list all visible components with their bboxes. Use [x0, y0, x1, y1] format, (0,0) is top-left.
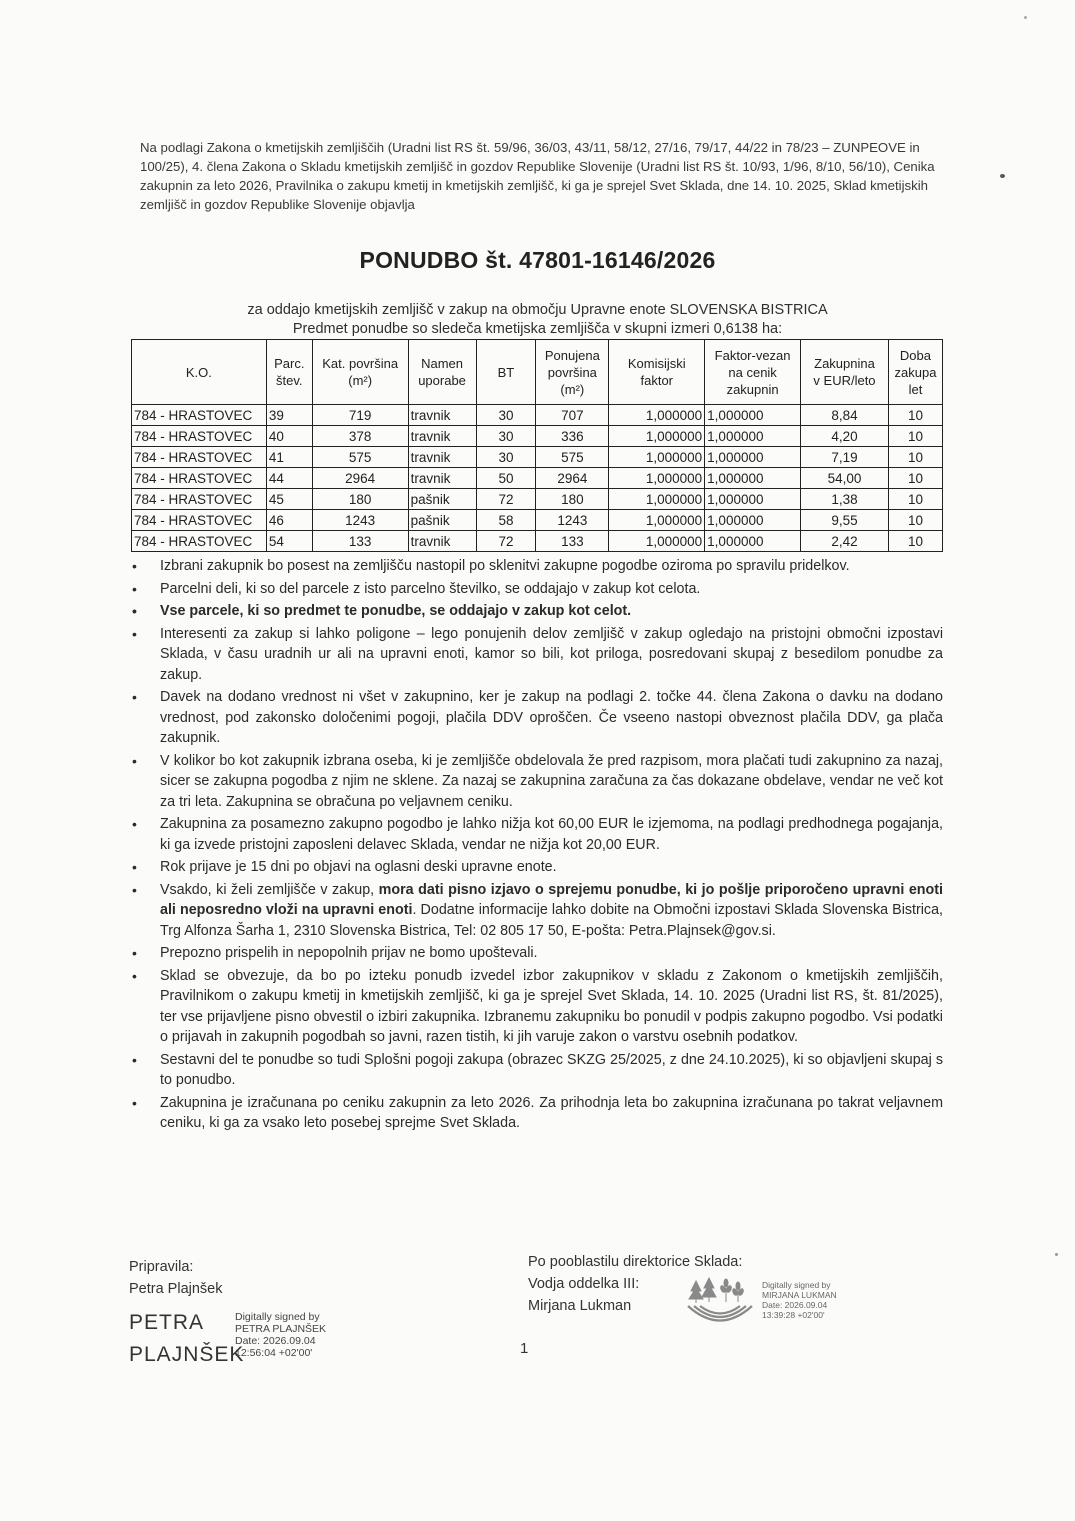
cell-bt: 50	[476, 468, 536, 489]
cell-komisijski: 1,000000	[609, 426, 705, 447]
signature-left-big-first: PETRA	[129, 1311, 205, 1334]
table-row	[132, 531, 943, 552]
cell-bt: 30	[476, 447, 536, 468]
cell-doba: 10	[888, 426, 942, 447]
signature-right-name: Mirjana Lukman	[528, 1298, 632, 1314]
cell-doba: 10	[888, 405, 942, 426]
subtitle-total: Predmet ponudbe so sledeča kmetijska zemljišča v skupni izmeri 0,6138 ha:	[292, 321, 783, 337]
cell-bt: 30	[476, 426, 536, 447]
cell-komisijski: 1,000000	[609, 510, 705, 531]
cell-ko: 784 - HRASTOVEC	[132, 405, 267, 426]
list-item: • Vse parcele, ki so predmet te ponudbe, se oddajajo v zakup kot celot.	[128, 601, 943, 622]
cell-parc: 39	[266, 405, 312, 426]
list-item: • Rok prijave je 15 dni po objavi na oglasni deski upravne enote.	[128, 857, 943, 878]
table-row	[132, 468, 943, 489]
intro-paragraph: Na podlagi Zakona o kmetijskih zemljiščih (Uradni list RS št. 59/96, 36/03, 43/11, 58/12, 27/16, 79/17, 44/22 in 78/23 – ZUNPEOVE in 100/25), 4. člena Zakona o Skladu kmetijskih zemljišč in gozdov Republike Slovenije (Uradni list RS št. 10/93, 1/96, 8/10, 56/10), Cenika zakupnin za leto 2026, Pravilnika o zakupu kmetij in kmetijskih zemljišč, ki ga je sprejel Svet Sklada, dne 14. 10. 2025, Sklad kmetijskih zemljišč in gozdov Republike Slovenije objavlja	[140, 140, 935, 212]
cell-parc: 41	[266, 447, 312, 468]
cell-doba: 10	[888, 447, 942, 468]
cell-kat: 719	[312, 405, 408, 426]
cell-kat: 575	[312, 447, 408, 468]
page-number: 1	[520, 1340, 529, 1357]
cell-doba: 10	[888, 489, 942, 510]
header-doba: Doba zakupa let	[888, 340, 942, 405]
digital-signature-right: Digitally signed by MIRJANA LUKMAN Date: 2026.09.04 13:39:28 +02'00'	[762, 1280, 837, 1320]
cell-zakupnina: 54,00	[801, 468, 889, 489]
cell-zakupnina: 7,19	[801, 447, 889, 468]
cell-namen: pašnik	[408, 510, 476, 531]
table-row	[132, 426, 943, 447]
cell-faktor: 1,000000	[705, 468, 801, 489]
list-item: • Zakupnina za posamezno zakupno pogodbo je lahko nižja kot 60,00 EUR le izjemoma, na podlagi predhodnega pogajanja, ki ga izvede pristojni zaposleni delavec Sklada, vendar ne nižja kot 20,00 EUR.	[128, 814, 943, 855]
cell-namen: travnik	[408, 405, 476, 426]
cell-kat: 133	[312, 531, 408, 552]
cell-komisijski: 1,000000	[609, 447, 705, 468]
list-item: • Davek na dodano vrednost ni všet v zakupnino, ker je zakup na podlagi 2. točke 44. člena Zakona o davku na dodano vrednost, pod zakonsko določenimi pogoji, plačila DDV oproščen. Če vseeno nastopi obveznost plačila DDV, ga plača zakupnik.	[128, 687, 943, 749]
cell-ponujena: 133	[536, 531, 609, 552]
table-row	[132, 447, 943, 468]
cell-faktor: 1,000000	[705, 447, 801, 468]
cell-kat: 2964	[312, 468, 408, 489]
conditions-list	[128, 556, 943, 1136]
cell-ponujena: 707	[536, 405, 609, 426]
list-item: • Prepozno prispelih in nepopolnih prijav ne bomo upoštevali.	[128, 943, 943, 964]
signature-left-label: Pripravila:	[129, 1259, 194, 1275]
digital-signature-left: Digitally signed by PETRA PLAJNŠEK Date: 2026.09.04 12:56:04 +02'00'	[235, 1311, 327, 1359]
list-item: • V kolikor bo kot zakupnik izbrana oseba, ki je zemljišče obdelovala že pred razpisom, mora plačati tudi zakupnino za nazaj, sicer se zakupna pogodba z njim ne sklene. Za nazaj se zakupnina zaračuna za čas dokazane obdelave, vendar ne več kot za tri leta. Zakupnina se obračuna po veljavnem ceniku.	[128, 751, 943, 813]
cell-bt: 72	[476, 531, 536, 552]
cell-parc: 45	[266, 489, 312, 510]
cell-komisijski: 1,000000	[609, 468, 705, 489]
cell-ko: 784 - HRASTOVEC	[132, 531, 267, 552]
list-item: • Sestavni del te ponudbe so tudi Splošni pogoji zakupa (obrazec SKZG 25/2025, z dne 24.10.2025), ki so objavljeni skupaj s to ponudbo.	[128, 1050, 943, 1091]
cell-komisijski: 1,000000	[609, 405, 705, 426]
cell-ponujena: 336	[536, 426, 609, 447]
cell-bt: 72	[476, 489, 536, 510]
cell-ko: 784 - HRASTOVEC	[132, 468, 267, 489]
table-row	[132, 489, 943, 510]
cell-bt: 58	[476, 510, 536, 531]
cell-namen: travnik	[408, 531, 476, 552]
list-item: • Izbrani zakupnik bo posest na zemljišču nastopil po sklenitvi zakupne pogodbe oziroma po spravilu pridelkov.	[128, 556, 943, 577]
cell-zakupnina: 2,42	[801, 531, 889, 552]
header-namen: Namen uporabe	[408, 340, 476, 405]
cell-namen: pašnik	[408, 489, 476, 510]
header-komisijski: Komisijski faktor	[609, 340, 705, 405]
cell-faktor: 1,000000	[705, 510, 801, 531]
cell-faktor: 1,000000	[705, 489, 801, 510]
table-row	[132, 405, 943, 426]
scan-speck	[1055, 1253, 1058, 1256]
list-item: • Zakupnina je izračunana po ceniku zakupnin za leto 2026. Za prihodnja leta bo zakupnina izračunana po takrat veljavnem ceniku, ki ga za vsako leto posebej sprejme Svet Sklada.	[128, 1093, 943, 1134]
cell-doba: 10	[888, 510, 942, 531]
signature-left-big-last: PLAJNŠEK	[129, 1343, 245, 1366]
cell-komisijski: 1,000000	[609, 531, 705, 552]
cell-ponujena: 1243	[536, 510, 609, 531]
cell-bt: 30	[476, 405, 536, 426]
list-item: • Vsakdo, ki želi zemljišče v zakup, mora dati pisno izjavo o sprejemu ponudbe, ki jo pošlje priporočeno upravni enoti ali neposredno vloži na upravni enoti. Dodatne informacije lahko dobite na Območni izpostavi Sklada Slovenska Bistrica, Trg Alfonza Šarha 1, 2310 Slovenska Bistrica, Tel: 02 805 17 50, E-pošta: Petra.Plajnsek@gov.si.	[128, 880, 943, 942]
signature-left-name: Petra Plajnšek	[129, 1281, 223, 1297]
cell-kat: 378	[312, 426, 408, 447]
cell-namen: travnik	[408, 426, 476, 447]
header-faktor: Faktor-vezan na cenik zakupnin	[705, 340, 801, 405]
cell-parc: 46	[266, 510, 312, 531]
signature-right-role: Vodja oddelka III:	[528, 1276, 640, 1292]
scan-speck	[1000, 174, 1005, 178]
skzg-logo-icon	[682, 1275, 758, 1335]
cell-zakupnina: 9,55	[801, 510, 889, 531]
header-parc: Parc. štev.	[266, 340, 312, 405]
cell-doba: 10	[888, 531, 942, 552]
list-item: • Parcelni deli, ki so del parcele z isto parcelno številko, se oddajajo v zakup kot celota.	[128, 579, 943, 600]
cell-ko: 784 - HRASTOVEC	[132, 426, 267, 447]
cell-namen: travnik	[408, 468, 476, 489]
header-ko: K.O.	[132, 340, 267, 405]
scan-speck	[1024, 16, 1027, 19]
header-kat: Kat. površina (m²)	[312, 340, 408, 405]
table-header-row	[132, 340, 943, 405]
header-zakupnina: Zakupnina v EUR/leto	[801, 340, 889, 405]
subtitle-area: za oddajo kmetijskih zemljišč v zakup na območju Upravne enote SLOVENSKA BISTRICA	[247, 302, 828, 318]
list-item: • Sklad se obvezuje, da bo po izteku ponudb izvedel izbor zakupnikov v skladu z Zakonom o kmetijskih zemljiščih, Pravilnikom o zakupu kmetij in kmetijskih zemljišč, ki ga je sprejel Svet Sklada, 14. 10. 2025 (Uradni list RS, št. 81/2025), ter vse prijavljene pisno obvestil o izbiri zakupnika. Izbranemu zakupniku bo ponudil v podpis zakupno pogodbo. Vsi podatki o prijavah in zakupnih pogodbah so javni, razen tistih, ki jih varuje zakon o varstvu osebnih podatkov.	[128, 966, 943, 1048]
cell-parc: 40	[266, 426, 312, 447]
cell-zakupnina: 4,20	[801, 426, 889, 447]
header-bt: BT	[476, 340, 536, 405]
signature-right-authority: Po pooblastilu direktorice Sklada:	[528, 1254, 743, 1270]
cell-parc: 54	[266, 531, 312, 552]
cell-doba: 10	[888, 468, 942, 489]
cell-ko: 784 - HRASTOVEC	[132, 447, 267, 468]
document-title: PONUDBO št. 47801-16146/2026	[359, 247, 716, 273]
cell-ponujena: 575	[536, 447, 609, 468]
cell-namen: travnik	[408, 447, 476, 468]
cell-faktor: 1,000000	[705, 426, 801, 447]
header-ponujena: Ponujena površina (m²)	[536, 340, 609, 405]
plots-table	[131, 339, 943, 552]
cell-kat: 1243	[312, 510, 408, 531]
cell-ponujena: 180	[536, 489, 609, 510]
cell-ko: 784 - HRASTOVEC	[132, 510, 267, 531]
cell-parc: 44	[266, 468, 312, 489]
cell-ponujena: 2964	[536, 468, 609, 489]
cell-komisijski: 1,000000	[609, 489, 705, 510]
cell-zakupnina: 1,38	[801, 489, 889, 510]
cell-ko: 784 - HRASTOVEC	[132, 489, 267, 510]
cell-zakupnina: 8,84	[801, 405, 889, 426]
cell-faktor: 1,000000	[705, 405, 801, 426]
cell-faktor: 1,000000	[705, 531, 801, 552]
table-row	[132, 510, 943, 531]
cell-kat: 180	[312, 489, 408, 510]
list-item: • Interesenti za zakup si lahko poligone – lego ponujenih delov zemljišč v zakup ogledajo na pristojni območni izpostavi Sklada, v času uradnih ur ali na upravni enoti, kamor so bili, kot priloga, posredovani skupaj z besedilom ponudbe za zakup.	[128, 624, 943, 686]
